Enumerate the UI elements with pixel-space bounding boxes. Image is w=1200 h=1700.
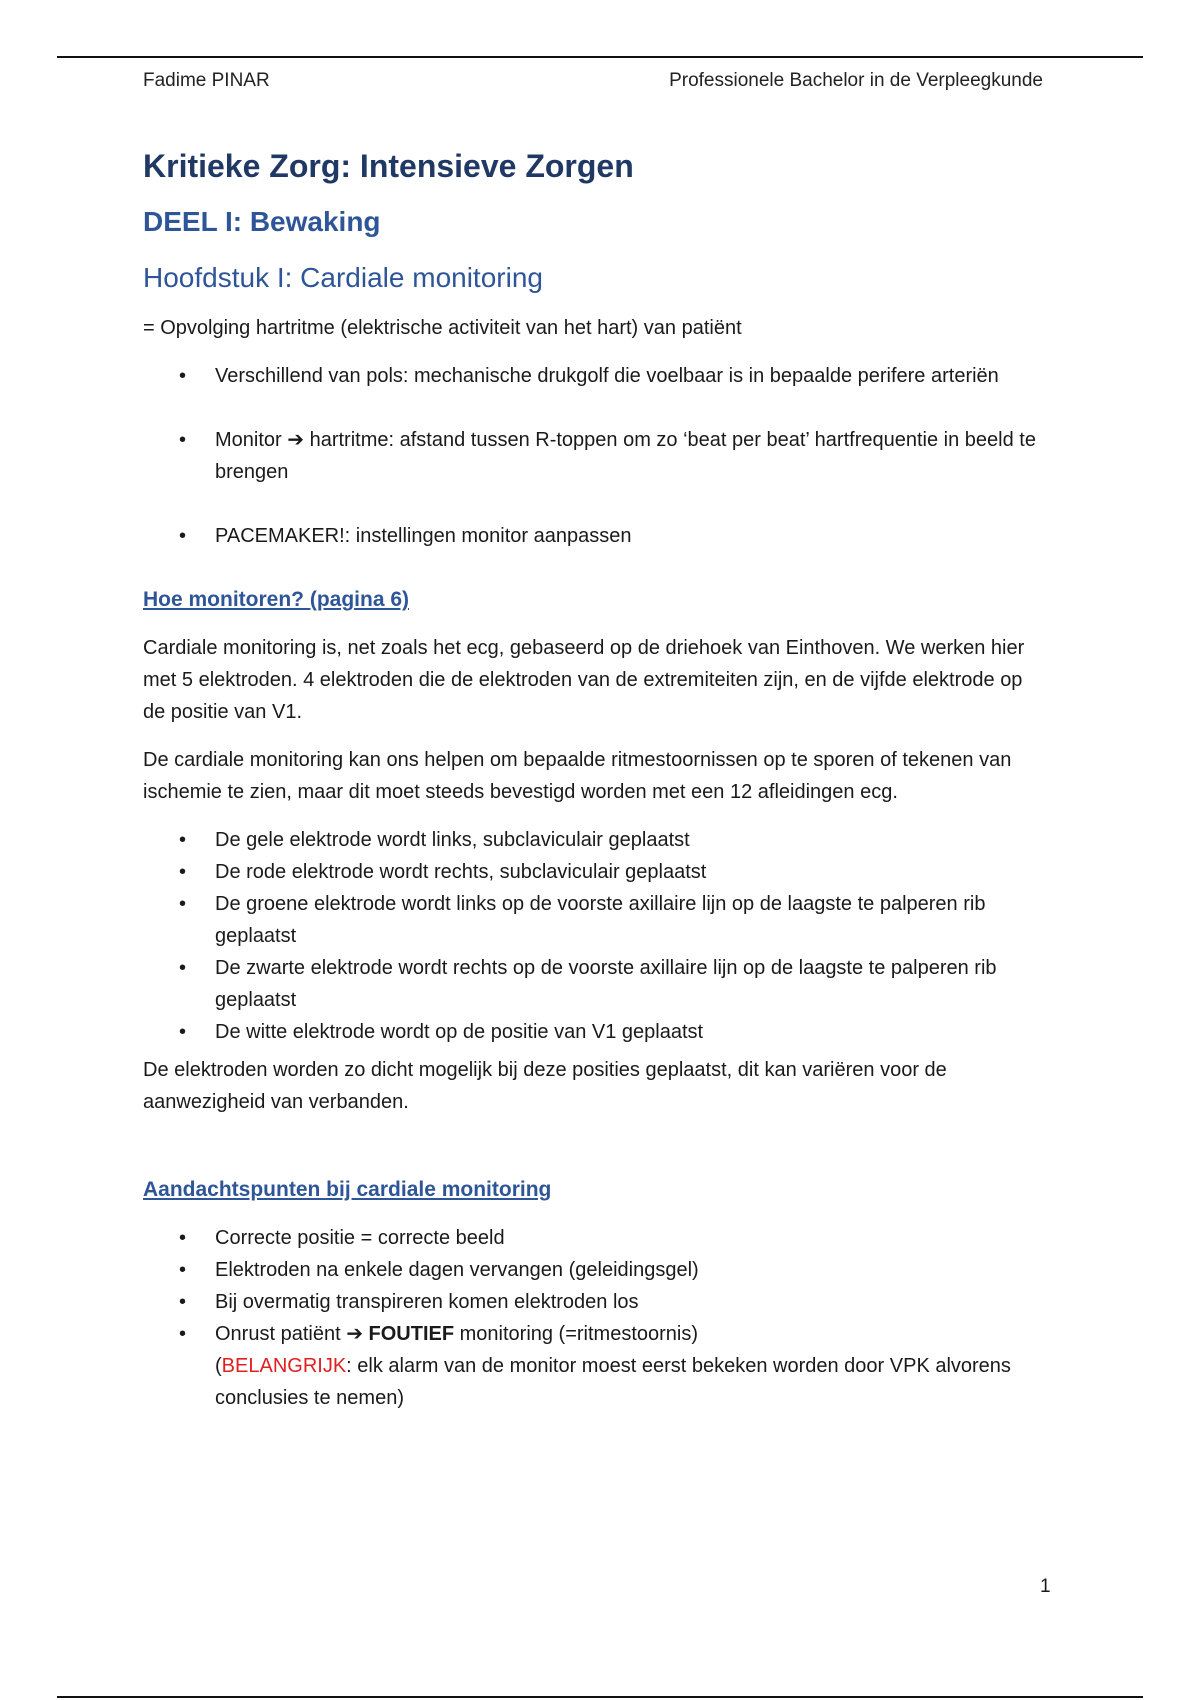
attention-bullet-list bbox=[143, 1222, 1048, 1414]
list-item bbox=[143, 520, 1048, 552]
page-header bbox=[143, 70, 1043, 92]
list-item-text-start: Monitor bbox=[215, 429, 282, 451]
page-content bbox=[143, 140, 1048, 1414]
part-heading: DEEL I: Bewaking bbox=[143, 206, 381, 237]
section-heading-hoe-monitoren: Hoe monitoren? (pagina 6) bbox=[143, 588, 410, 611]
header-program: Professionele Bachelor in de Verpleegkunde bbox=[669, 70, 1043, 91]
list-item: • Bij overmatig transpireren komen elektroden los bbox=[143, 1286, 1048, 1318]
page-number: 1 bbox=[1040, 1576, 1051, 1597]
arrow-icon: ➔ bbox=[346, 1323, 363, 1345]
important-label: BELANGRIJK bbox=[221, 1355, 347, 1377]
paragraph-verbanden: De elektroden worden zo dicht mogelijk bij deze posities geplaatst, dit kan variëren voor de aanwezigheid van verbanden. bbox=[143, 1059, 947, 1113]
paragraph-ischemie: De cardiale monitoring kan ons helpen om bepaalde ritmestoornissen op te sporen of tekenen van ischemie te zien, maar dit moet steeds bevestigd worden met een 12 afleidingen ecg. bbox=[143, 749, 1012, 803]
header-rule bbox=[57, 56, 1143, 58]
list-item-text: Verschillend van pols: mechanische drukgolf die voelbaar is in bepaalde perifere arteriën bbox=[215, 365, 999, 387]
arrow-icon: ➔ bbox=[287, 429, 305, 451]
list-item: • De rode elektrode wordt rechts, subclaviculair geplaatst bbox=[143, 856, 1048, 888]
list-item: • De zwarte elektrode wordt rechts op de voorste axillaire lijn op de laagste te palperen rib geplaatst bbox=[143, 952, 1048, 1016]
list-item bbox=[143, 424, 1048, 488]
chapter-heading: Hoofdstuk I: Cardiale monitoring bbox=[143, 262, 543, 293]
foutief-label: FOUTIEF bbox=[368, 1323, 455, 1345]
paragraph-einthoven: Cardiale monitoring is, net zoals het ecg, gebaseerd op de driehoek van Einthoven. We werken hier met 5 elektroden. 4 elektroden die de elektroden van de extremiteiten zijn, en de vijfde elektrode op de positie van V1. bbox=[143, 637, 1025, 723]
list-item: • De gele elektrode wordt links, subclaviculair geplaatst bbox=[143, 824, 1048, 856]
list-item-text-end: monitoring (=ritmestoornis) bbox=[459, 1323, 699, 1345]
list-item: • Correcte positie = correcte beeld bbox=[143, 1222, 1048, 1254]
electrode-bullet-list bbox=[143, 824, 1048, 1048]
footer-rule bbox=[57, 1696, 1143, 1698]
note-open: ( bbox=[215, 1355, 222, 1377]
intro-definition: = Opvolging hartritme (elektrische activiteit van het hart) van patiënt bbox=[143, 317, 742, 339]
list-item-text-start: Onrust patiënt bbox=[215, 1323, 341, 1345]
list-item-text: PACEMAKER!: instellingen monitor aanpassen bbox=[215, 525, 632, 547]
list-item: • De groene elektrode wordt links op de voorste axillaire lijn op de laagste te palperen rib geplaatst bbox=[143, 888, 1048, 952]
header-author: Fadime PINAR bbox=[143, 70, 270, 91]
list-item: • De witte elektrode wordt op de positie van V1 geplaatst bbox=[143, 1016, 1048, 1048]
list-item bbox=[143, 360, 1048, 392]
section-heading-aandachtspunten: Aandachtspunten bij cardiale monitoring bbox=[143, 1178, 552, 1201]
list-item: • Elektroden na enkele dagen vervangen (geleidingsgel) bbox=[143, 1254, 1048, 1286]
list-item-text-end: hartritme: afstand tussen R-toppen om zo ‘beat per beat’ hartfrequentie in beeld te brengen bbox=[215, 429, 1036, 483]
intro-bullet-list bbox=[143, 360, 1048, 552]
document-title: Kritieke Zorg: Intensieve Zorgen bbox=[143, 148, 634, 184]
list-item bbox=[143, 1318, 1048, 1414]
note-text: : elk alarm van de monitor moest eerst bekeken worden door VPK alvorens conclusies te nemen) bbox=[215, 1355, 1011, 1409]
